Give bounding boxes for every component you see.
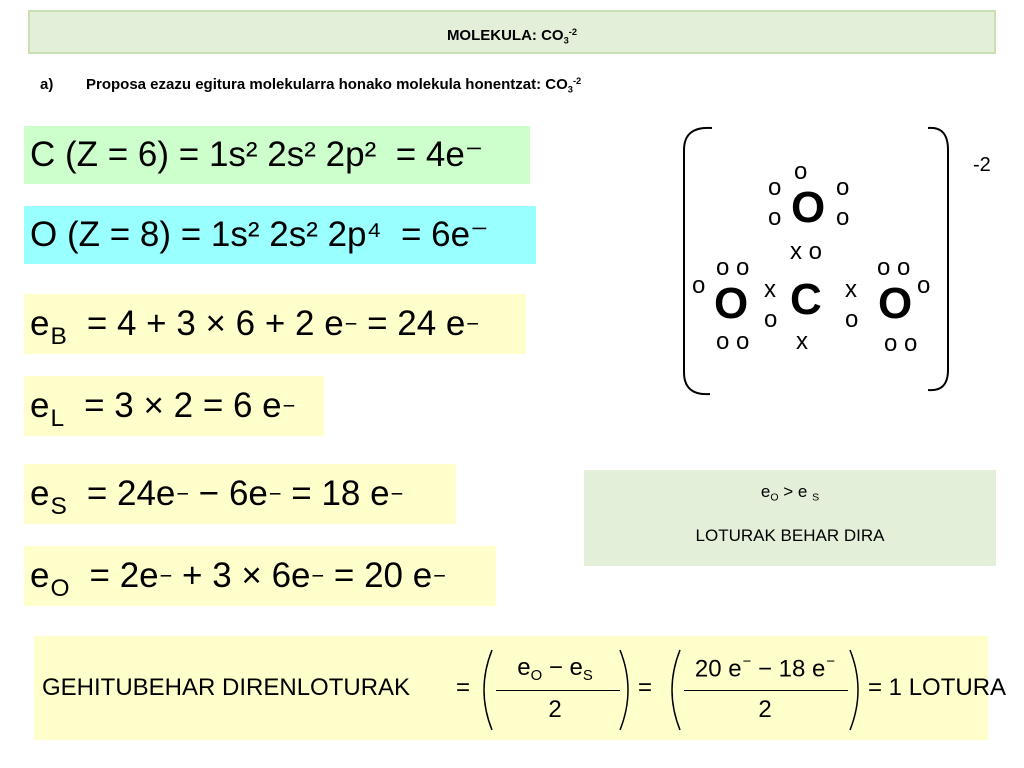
right-bracket xyxy=(928,128,948,390)
electron-pair: o o xyxy=(716,254,750,281)
el-equation: $e_L$ = 3 × 2 = 6 e − xyxy=(24,376,324,436)
electron-dot: x xyxy=(796,328,808,355)
page-title: MOLEKULA: $CO_3^{-2}$ xyxy=(28,10,996,54)
left-bracket xyxy=(684,128,712,394)
electron-pair: o o xyxy=(716,328,750,355)
final-result: = 1 LOTURA xyxy=(868,674,1007,701)
carbon-configuration: C (Z = 6) = 1s² 2s² 2p² = 4e⁻ xyxy=(24,126,530,184)
oxygen-configuration: O (Z = 8) = 1s² 2s² 2p⁴ = 6e⁻ xyxy=(24,206,536,264)
lewis-structure xyxy=(670,120,1010,410)
fraction-line xyxy=(684,690,848,691)
electron-pair: o o xyxy=(877,254,911,281)
fraction-line xyxy=(496,690,620,691)
comparison-text: $e_O > e$ $_S$ xyxy=(760,482,820,504)
bond-electron: o xyxy=(845,306,859,333)
bond-electron: o xyxy=(764,306,778,333)
electron-dot: o xyxy=(917,272,931,299)
electron-dot: o xyxy=(836,174,850,201)
fraction-2-denominator: 2 xyxy=(758,696,772,723)
bond-electrons: x o xyxy=(790,238,823,265)
electron-pair: o o xyxy=(884,330,918,357)
oxygen-atom-top: O xyxy=(791,183,826,232)
oxygen-atom-left: O xyxy=(714,279,749,328)
electron-dot: o xyxy=(768,174,782,201)
question-label: a) xyxy=(40,76,54,94)
conclusion-text: LOTURAK BEHAR DIRA xyxy=(695,525,885,545)
electron-dot: o xyxy=(692,272,706,299)
result-box xyxy=(584,470,996,566)
eb-equation: $e_B$ = 4 + 3 × 6 + 2 e − = 24 e − xyxy=(24,294,526,354)
carbon-atom: C xyxy=(790,275,822,324)
electron-dot: o xyxy=(794,158,808,185)
fraction-1-denominator: 2 xyxy=(548,696,562,723)
electron-dot: o xyxy=(768,204,782,231)
oxygen-atom-right: O xyxy=(878,279,913,328)
final-label: GEHITUBEHAR DIRENLOTURAK xyxy=(42,674,411,701)
question-text: a) Proposa ezazu egitura molekularra honako molekula honentzat: $CO_3^{-2}$ xyxy=(40,76,582,95)
es-equation: $e_S$ = 24e − − 6e − = 18 e − xyxy=(24,464,456,524)
ion-charge: -2 xyxy=(973,154,991,176)
bond-electron: x xyxy=(845,276,857,303)
final-equation: GEHITUBEHAR DIRENLOTURAK = $e_O - e_S$ 2 = 20 e− − 18 e− 2 = 1 LOTURA xyxy=(34,636,988,740)
fraction-1-numerator: $e_O - e_S$ xyxy=(517,654,593,685)
bond-electron: x xyxy=(764,276,776,303)
electron-dot: o xyxy=(836,204,850,231)
fraction-2-numerator: 20 e− − 18 e− xyxy=(694,654,836,683)
eo-equation: $e_O$ = 2e − + 3 × 6e − = 20 e − xyxy=(24,546,496,606)
